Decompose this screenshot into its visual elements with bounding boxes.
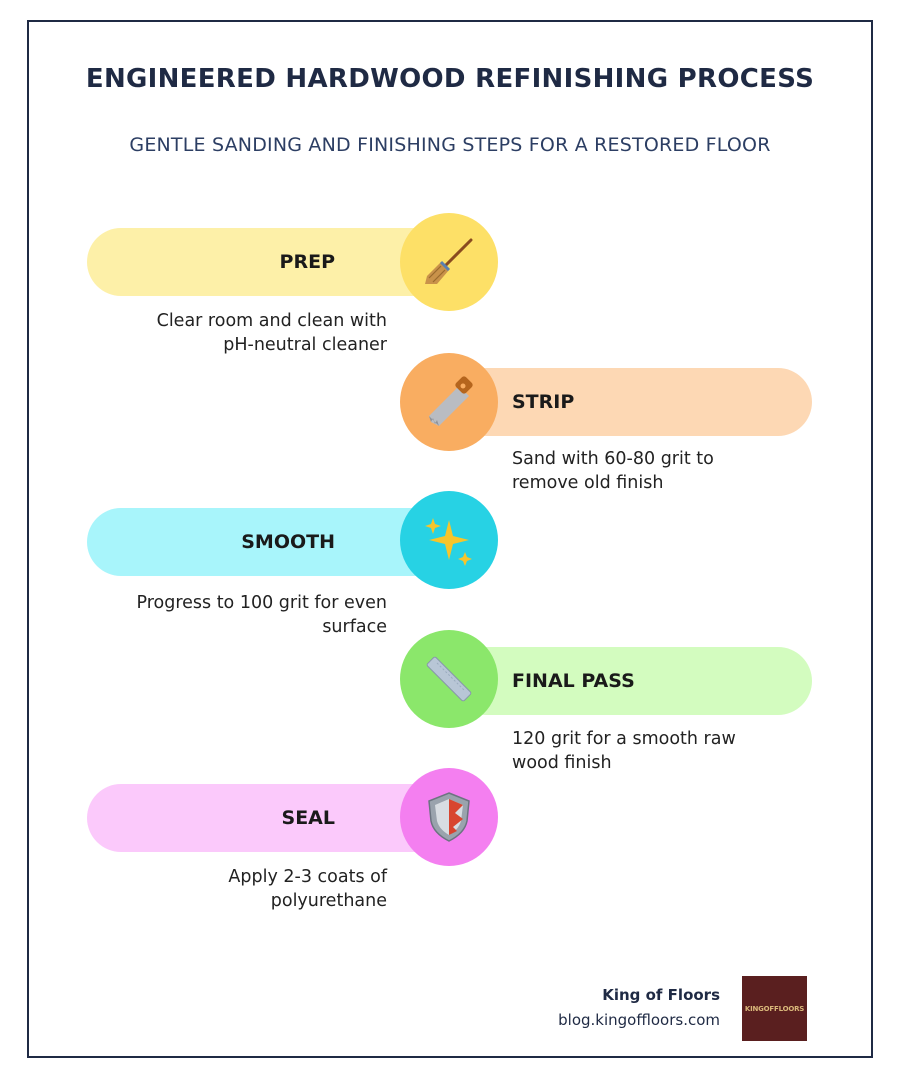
step-final-pass-pill xyxy=(452,647,812,715)
step-strip-badge xyxy=(400,353,498,451)
step-smooth-description xyxy=(87,591,387,639)
step-strip-desc-line2: remove old finish xyxy=(512,473,664,493)
sparkles-icon xyxy=(419,510,479,570)
step-strip-pill xyxy=(452,368,812,436)
step-final-pass-badge xyxy=(400,630,498,728)
brand-url[interactable]: blog.kingoffloors.com xyxy=(558,1011,720,1029)
step-strip-desc-line1: Sand with 60-80 grit to xyxy=(512,449,714,469)
step-final-pass-desc-line2: wood finish xyxy=(512,753,612,773)
step-prep-desc-line2: pH-neutral cleaner xyxy=(223,335,387,355)
step-smooth-label: SMOOTH xyxy=(241,531,335,553)
shield-icon xyxy=(419,787,479,847)
step-smooth-desc-line2: surface xyxy=(322,617,387,637)
step-prep-description xyxy=(87,309,387,357)
brand-logo xyxy=(742,976,807,1041)
step-strip-label: STRIP xyxy=(512,391,575,413)
broom-icon xyxy=(419,232,479,292)
step-seal-desc-line2: polyurethane xyxy=(270,891,387,911)
step-smooth-pill xyxy=(87,508,447,576)
step-seal-pill xyxy=(87,784,447,852)
step-seal-badge xyxy=(400,768,498,866)
page-subtitle: GENTLE SANDING AND FINISHING STEPS FOR A RESTORED FLOOR xyxy=(129,134,771,156)
step-prep-label: PREP xyxy=(279,251,335,273)
step-strip-description xyxy=(512,447,802,495)
brand-logo-text: KINGOFFLOORS xyxy=(744,1004,805,1013)
step-seal-label: SEAL xyxy=(281,807,335,829)
step-final-pass-description xyxy=(512,727,802,775)
file-tool-icon xyxy=(419,649,479,709)
step-prep-desc-line1: Clear room and clean with xyxy=(156,311,387,331)
brand-name: King of Floors xyxy=(602,986,720,1004)
saw-icon xyxy=(419,372,479,432)
step-final-pass-desc-line1: 120 grit for a smooth raw xyxy=(512,729,736,749)
step-smooth-badge xyxy=(400,491,498,589)
step-smooth-desc-line1: Progress to 100 grit for even xyxy=(136,593,387,613)
page-title: ENGINEERED HARDWOOD REFINISHING PROCESS xyxy=(85,64,815,94)
step-prep-badge xyxy=(400,213,498,311)
step-final-pass-label: FINAL PASS xyxy=(512,670,635,692)
step-prep-pill xyxy=(87,228,447,296)
step-seal-description xyxy=(87,865,387,913)
step-seal-desc-line1: Apply 2-3 coats of xyxy=(228,867,387,887)
